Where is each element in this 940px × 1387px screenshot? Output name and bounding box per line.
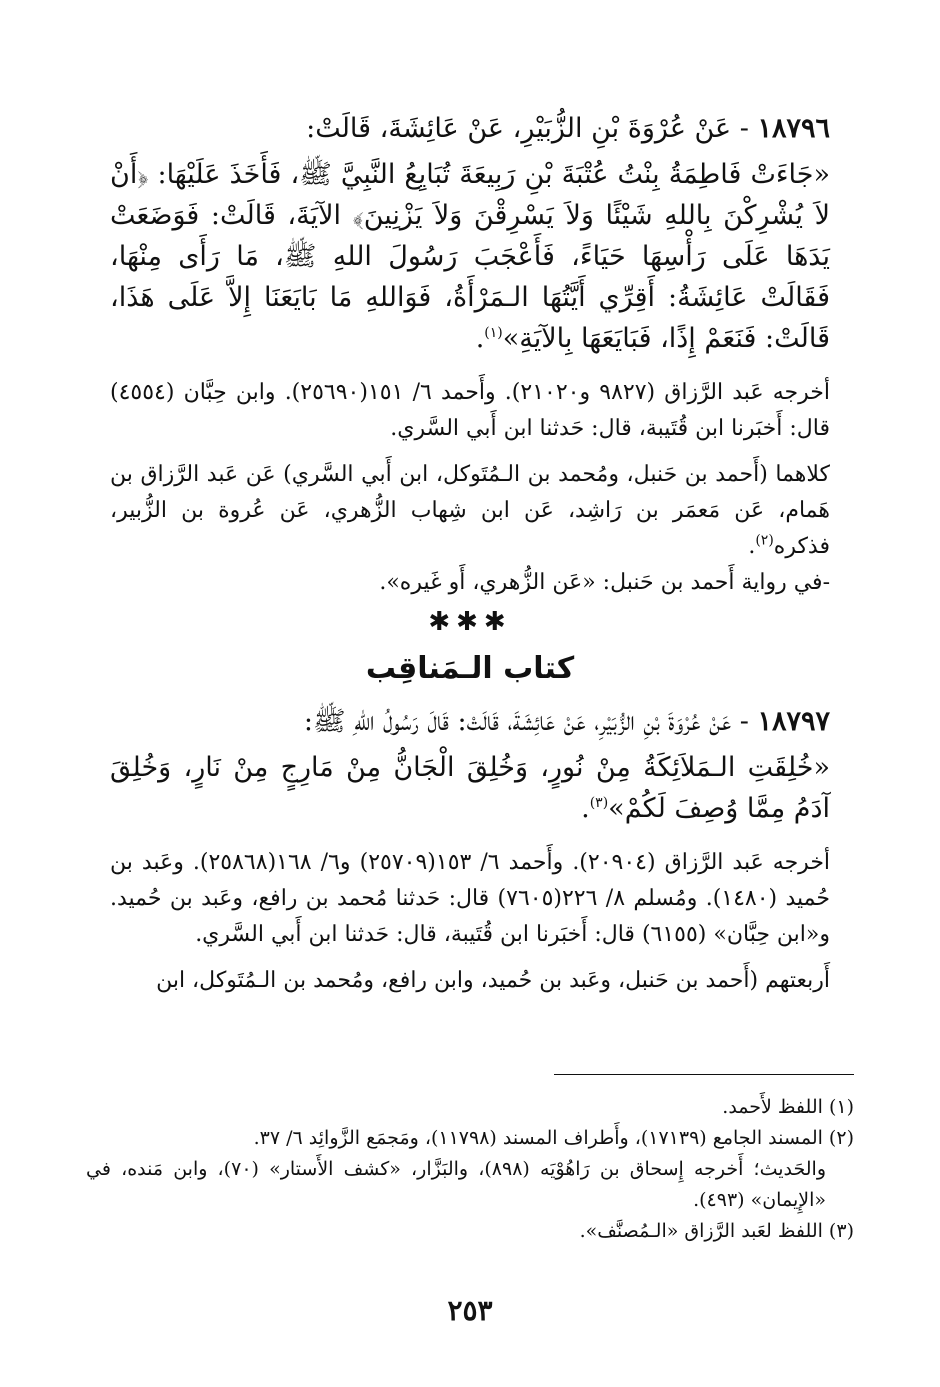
takhrij-end: . xyxy=(748,534,756,559)
takhrij-paragraph xyxy=(110,457,830,565)
section-separator: ✱✱✱ xyxy=(428,607,512,637)
hadith-number: ١٨٧٩٦ xyxy=(757,113,830,144)
takhrij-paragraph: أخرجه عَبد الرَّزاق (٢٠٩٠٤). وأَحمد ٦/ ١٥٣(٢٥٧٠٩) و٦/ ١٦٨(٢٥٨٦٨). وعَبد بن حُميد (١٤٨٠). ومُسلم ٨/ ٢٢٦(٧٦٠٥) قال: حَدثنا مُحمد بن رافع، وعَبد بن حُميد. و«ابن حِبَّان» (٦١٥٥) قال: أَخبَرنا ابن قُتَيبة، قال: حَدثنا ابن أَبي السَّري. xyxy=(110,850,831,947)
takhrij-text: كلاهما (أَحمد بن حَنبل، ومُحمد بن الـمُتَوكل، ابن أَبي السَّري) عَن عَبد الرَّزاق بن هَمام، عَن مَعمَر بن رَاشِد، عَن ابن شِهاب الزُّهري، عَن عُروة بن الزُّبير، فذكره xyxy=(110,462,830,559)
footnote-2: (٢) المسند الجامع (١٧١٣٩)، وأَطراف المسند (١١٧٩٨)، ومَجمَع الزَّوائِد ٦/ ٣٧. xyxy=(253,1127,854,1149)
matn-end: . xyxy=(581,793,590,824)
hadith-heading xyxy=(110,108,830,150)
footnote-ref[interactable]: (٢) xyxy=(755,532,774,549)
hadith-18797 xyxy=(110,701,830,999)
footnote-separator xyxy=(554,1074,854,1075)
hadith-heading xyxy=(110,701,830,743)
matn-text: «جَاءَتْ فَاطِمَةُ بِنْتُ عُتْبَةَ بْنِ رَبِيعَةَ تُبَايِعُ النَّبِيَّ ﷺ، فَأَخَذَ عَلَيْهَا: ﴿أَنْ لاَ يُشْرِكْنَ بِاللهِ شَيْئًا وَلاَ يَسْرِقْنَ وَلاَ يَزْنِينَ﴾ الآيَةَ، قَالَتْ: فَوَضَعَتْ يَدَهَا عَلَى رَأْسِهَا حَيَاءً، فَأَعْجَبَ رَسُولَ اللهِ ﷺ، مَا رَأَى مِنْهَا، فَقَالَتْ عَائِشَةُ: أَقِرِّي أَيَّتُهَا الـمَرْأَةُ، فَوَاللهِ مَا بَايَعَنَا إِلاَّ عَلَى هَذَا، قَالَتْ: فَنَعَمْ إِذًا، فَبَايَعَهَا بِالآيَةِ» xyxy=(110,159,830,354)
matn-text: «خُلِقَتِ الـمَلاَئِكَةُ مِنْ نُورٍ، وَخُلِقَ الْجَانُّ مِنْ مَارِجٍ مِنْ نَارٍ، وَخُلِقَ آدَمُ مِمَّا وُصِفَ لَكُمْ» xyxy=(110,752,830,824)
hadith-matn xyxy=(110,154,830,359)
footnote-ref[interactable]: (٣) xyxy=(589,795,609,811)
hadith-matn xyxy=(110,747,830,829)
page-number: ٢٥٣ xyxy=(447,1294,493,1327)
book-title: كتاب الـمَناقِب xyxy=(365,651,575,686)
takhrij-note: -في رواية أَحمد بن حَنبل: «عَن الزُّهري، أَو غَيره». xyxy=(379,570,830,595)
hadith-number: ١٨٧٩٧ xyxy=(757,706,830,737)
hadith-isnad: - عَنْ عُرْوَةَ بْنِ الزُّبَيْرِ، عَنْ عَائِشَةَ، قَالَتْ: xyxy=(306,113,749,144)
footnote-2-continued: والحَديث؛ أَخرجه إِسحاق بن رَاهُوْيَه (٨٩٨)، والبَزَّار، «كشف الأَستار» (٧٠)، وابن مَنده، في «الإِيمان» (٤٩٣). xyxy=(86,1158,827,1211)
matn-end: . xyxy=(475,323,485,354)
footnote-3: (٣) اللفظ لعَبد الرَّزاق «الـمُصنَّف». xyxy=(579,1220,854,1242)
footnotes xyxy=(86,1092,854,1247)
takhrij-paragraph: أَربعتهم (أَحمد بن حَنبل، وعَبد بن حُميد، وابن رافع، ومُحمد بن الـمُتَوكل، ابن xyxy=(156,968,830,993)
takhrij-paragraph: أخرجه عَبد الرَّزاق (٩٨٢٧ و٢١٠٢٠). وأَحمد ٦/ ١٥١(٢٥٦٩٠). وابن حِبَّان (٤٥٥٤) قال: أَخبَرنا ابن قُتَيبة، قال: حَدثنا ابن أَبي السَّري. xyxy=(110,380,830,441)
hadith-isnad: - عَنْ عُرْوَةَ بْنِ الزُّبَيْرِ، عَنْ عَائِشَةَ، قَالَتْ: قَالَ رَسُولُ اللهِ ﷺ: xyxy=(303,706,749,737)
hadith-18796 xyxy=(110,108,830,601)
footnote-1: (١) اللفظ لأَحمد. xyxy=(722,1096,854,1118)
footnote-ref[interactable]: (١) xyxy=(484,325,503,341)
